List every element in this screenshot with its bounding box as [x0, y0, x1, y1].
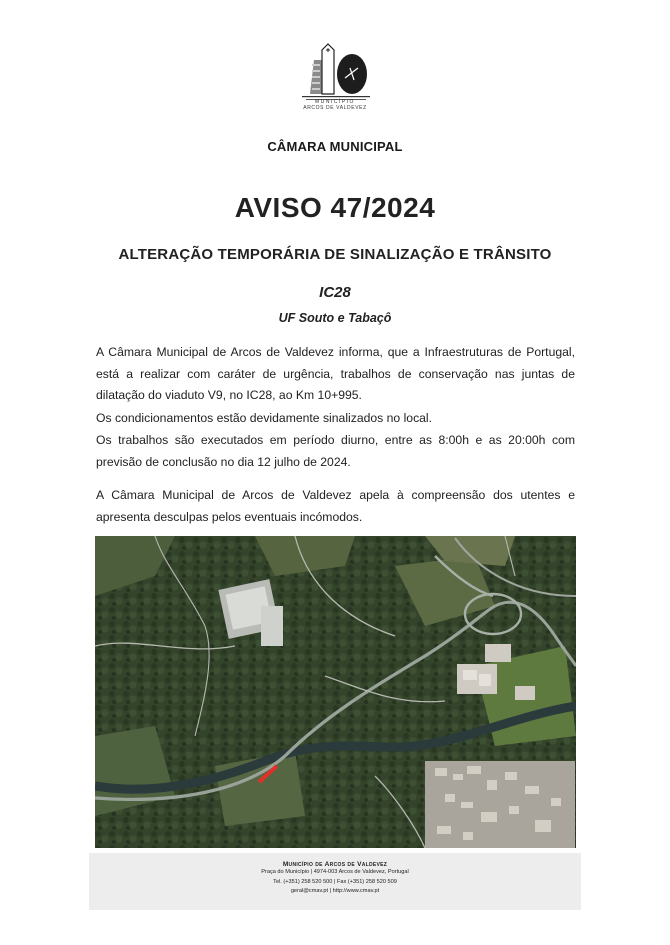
footer-address: Praça do Município | 4974-003 Arcos de Valdevez, Portugal: [261, 869, 409, 875]
logo-line-1: MUNICÍPIO: [315, 99, 355, 105]
municipality-logo: [300, 38, 372, 104]
notice-paragraph-2: Os condicionamentos estão devidamente sinalizados no local.: [96, 411, 433, 425]
notice-title: AVISO 47/2024: [234, 192, 436, 223]
aerial-map: [95, 536, 576, 848]
footer: [89, 853, 581, 910]
notice-paragraph-4: A Câmara Municipal de Arcos de Valdevez apela à compreensão dos utentes e apresenta desculpas pelos eventuais incómodos.: [96, 488, 575, 524]
footer-phone: Tel. (+351) 258 520 500 | Fax (+351) 258 520 509: [273, 878, 397, 885]
road-name: IC28: [319, 284, 351, 301]
notice-paragraph-1: A Câmara Municipal de Arcos de Valdevez informa, que a Infraestruturas de Portugal, está a realizar com caráter de urgência, trabalhos de conservação nas juntas de dilatação do viaduto V9, no IC28, ao Km 10+995.: [96, 345, 575, 402]
aerial-map-image: [95, 536, 576, 848]
organization-name: CÂMARA MUNICIPAL: [267, 139, 403, 154]
notice-paragraph-3: Os trabalhos são executados em período diurno, entre as 8:00h e as 20:00h com previsão de conclusão no dia 12 julho de 2024.: [96, 433, 575, 469]
footer-web[interactable]: geral@cmav.pt | http://www.cmav.pt: [290, 888, 380, 894]
parish-name: UF Souto e Tabaçô: [278, 311, 392, 325]
notice-subtitle: ALTERAÇÃO TEMPORÁRIA DE SINALIZAÇÃO E TRÂNSITO: [118, 246, 552, 263]
coat-of-arms-icon: [300, 38, 372, 104]
logo-line-2: ARCOS DE VALDEVEZ: [303, 105, 367, 111]
footer-name: Município de Arcos de Valdevez: [282, 861, 388, 868]
